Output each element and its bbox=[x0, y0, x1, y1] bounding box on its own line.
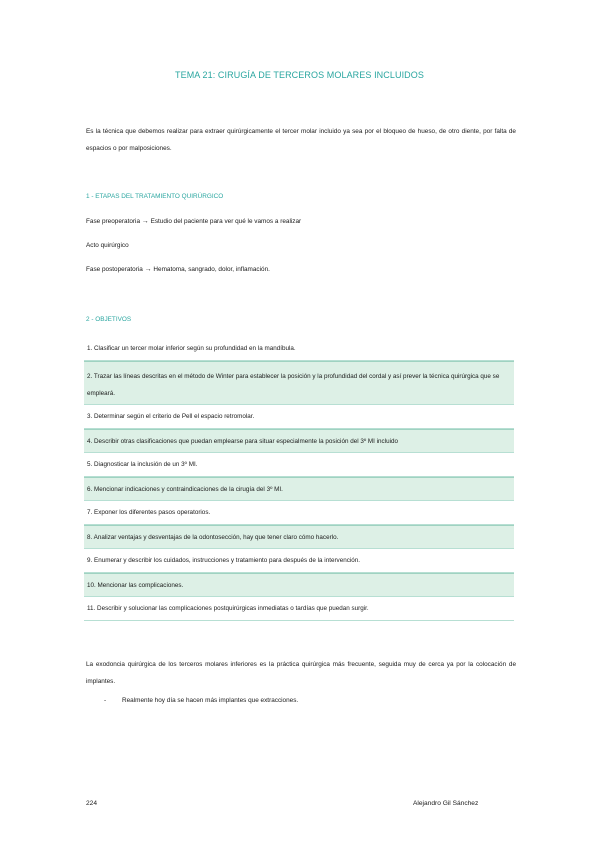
page-title: TEMA 21: CIRUGÍA DE TERCEROS MOLARES INCLUIDOS bbox=[175, 70, 424, 80]
objective-item: 1. Clasificar un tercer molar inferior según su profundidad en la mandíbula. bbox=[84, 337, 514, 361]
objective-item: 9. Enumerar y describir los cuidados, instrucciones y tratamiento para después de la intervención. bbox=[84, 549, 514, 573]
bullet-marker: - bbox=[104, 697, 107, 704]
objective-item: 7. Exponer los diferentes pasos operatorios. bbox=[84, 501, 514, 525]
objective-item: 6. Mencionar indicaciones y contraindicaciones de la cirugía del 3º MI. bbox=[84, 477, 514, 501]
section-heading-objetivos: 2 - OBJETIVOS bbox=[86, 316, 132, 323]
phase-preoperatoria bbox=[86, 218, 301, 225]
arrow-right-icon: → bbox=[144, 266, 152, 273]
objective-item: 5. Diagnosticar la inclusión de un 3º MI. bbox=[84, 453, 514, 477]
objective-item: 3. Determinar según el criterio de Pell el espacio retromolar. bbox=[84, 405, 514, 429]
objective-item: 8. Analizar ventajas y desventajas de la odontosección, hay que tener claro cómo hacerlo. bbox=[84, 525, 514, 549]
phase-text: Hematoma, sangrado, dolor, inflamación. bbox=[153, 266, 270, 273]
objective-item: 11. Describir y solucionar las complicaciones postquirúrgicas inmediatas o tardías que puedan surgir. bbox=[84, 597, 514, 621]
footer-author: Alejandro Gil Sánchez bbox=[413, 800, 479, 807]
bullet-text: Realmente hoy día se hacen más implantes que extracciones. bbox=[122, 697, 299, 704]
objective-item: 4. Describir otras clasificaciones que puedan emplearse para situar especialmente la posición del 3º MI incluido bbox=[84, 429, 514, 453]
phase-label: Acto quirúrgico bbox=[86, 242, 129, 249]
phase-label: Fase postoperatoria bbox=[86, 266, 143, 273]
closing-paragraph: La exodoncia quirúrgica de los terceros molares inferiores es la práctica quirúrgica más frecuente, seguida muy de cerca ya por la colocación de implantes. bbox=[86, 661, 516, 685]
intro-paragraph: Es la técnica que debemos realizar para extraer quirúrgicamente el tercer molar incluido ya sea por el bloqueo de hueso, de otro diente, por falta de espacios o por malposiciones. bbox=[86, 128, 516, 152]
phase-text: Estudio del paciente para ver qué le vamos a realizar bbox=[150, 218, 302, 225]
section-heading-etapas: 1 - ETAPAS DEL TRATAMIENTO QUIRÚRGICO bbox=[86, 193, 224, 200]
objective-item: 10. Mencionar las complicaciones. bbox=[84, 573, 514, 597]
phase-postoperatoria bbox=[86, 266, 270, 273]
bullet-item bbox=[104, 697, 298, 704]
objectives-list bbox=[84, 337, 514, 621]
arrow-right-icon: → bbox=[141, 218, 149, 225]
phase-acto-quirurgico bbox=[86, 242, 129, 249]
phase-label: Fase preoperatoria bbox=[86, 218, 140, 225]
page-number: 224 bbox=[86, 800, 98, 807]
objective-item: 2. Trazar las líneas descritas en el método de Winter para establecer la posición y la profundidad del cordal y así prever la técnica quirúrgica que se empleará. bbox=[84, 361, 514, 405]
